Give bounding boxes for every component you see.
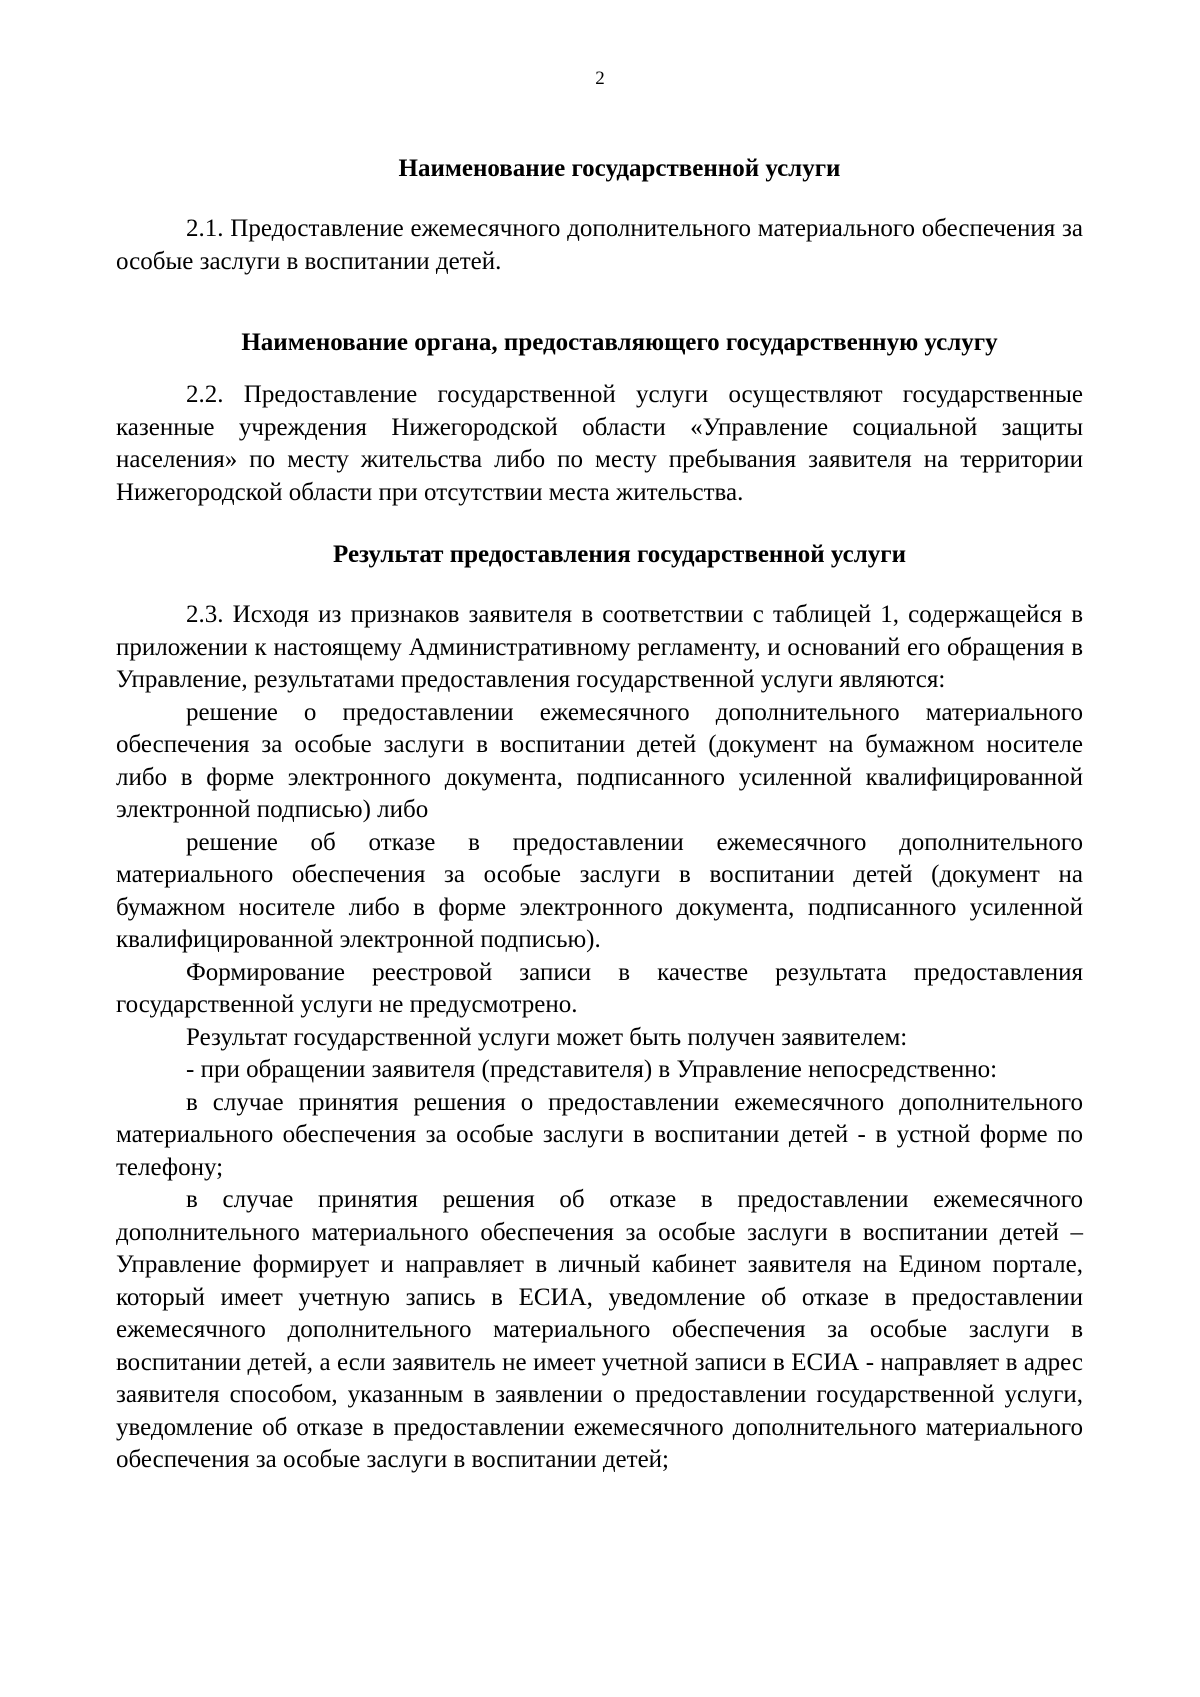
section-heading-service-name: Наименование государственной услуги: [398, 155, 841, 182]
paragraph-registry-record: Формирование реестровой записи в качестве результата предоставления государственной услуги не предусмотрено.: [116, 958, 1083, 1018]
paragraph-direct-appeal: - при обращении заявителя (представителя) в Управление непосредственно:: [186, 1056, 998, 1083]
page-number: 2: [595, 68, 605, 89]
document-body: [116, 135, 1083, 1477]
paragraph-grant-phone: в случае принятия решения о предоставлении ежемесячного дополнительного материального обеспечения за особые заслуги в воспитании детей - в устной форме по телефону;: [116, 1088, 1083, 1181]
section-heading-provider: Наименование органа, предоставляющего государственную услугу: [241, 329, 998, 356]
section-heading-result: Результат предоставления государственной услуги: [333, 541, 906, 568]
paragraph-decision-refusal: решение об отказе в предоставлении ежемесячного дополнительного материального обеспечения за особые заслуги в воспитании детей (документ на бумажном носителе либо в форме электронного документа, подписанного усиленной квалифицированной электронной подписью).: [116, 828, 1083, 953]
paragraph-decision-grant: решение о предоставлении ежемесячного дополнительного материального обеспечения за особые заслуги в воспитании детей (документ на бумажном носителе либо в форме электронного документа, подписанного усиленной квалифицированной электронной подписью) либо: [116, 698, 1083, 823]
paragraph-2-2: 2.2. Предоставление государственной услуги осуществляют государственные казенные учреждения Нижегородской области «Управление социальной защиты населения» по месту жительства либо по месту пребывания заявителя на территории Нижегородской области при отсутствии места жительства.: [116, 381, 1083, 506]
paragraph-result-received: Результат государственной услуги может быть получен заявителем:: [186, 1023, 908, 1051]
paragraph-2-3: 2.3. Исходя из признаков заявителя в соответствии с таблицей 1, содержащейся в приложении к настоящему Административному регламенту, и оснований его обращения в Управление, результатами предоставления государственной услуги являются:: [116, 601, 1083, 693]
paragraph-refusal-notice: в случае принятия решения об отказе в предоставлении ежемесячного дополнительного материального обеспечения за особые заслуги в воспитании детей – Управление формирует и направляет в личный кабинет заявителя на Едином портале, который имеет учетную запись в ЕСИА, уведомление об отказе в предоставлении ежемесячного дополнительного материального обеспечения за особые заслуги в воспитании детей, а если заявитель не имеет учетной записи в ЕСИА - направляет в адрес заявителя способом, указанным в заявлении о предоставлении государственной услуги, уведомление об отказе в предоставлении ежемесячного дополнительного материального обеспечения за особые заслуги в воспитании детей;: [116, 1186, 1083, 1473]
paragraph-2-1: 2.1. Предоставление ежемесячного дополнительного материального обеспечения за особые заслуги в воспитании детей.: [116, 215, 1083, 275]
